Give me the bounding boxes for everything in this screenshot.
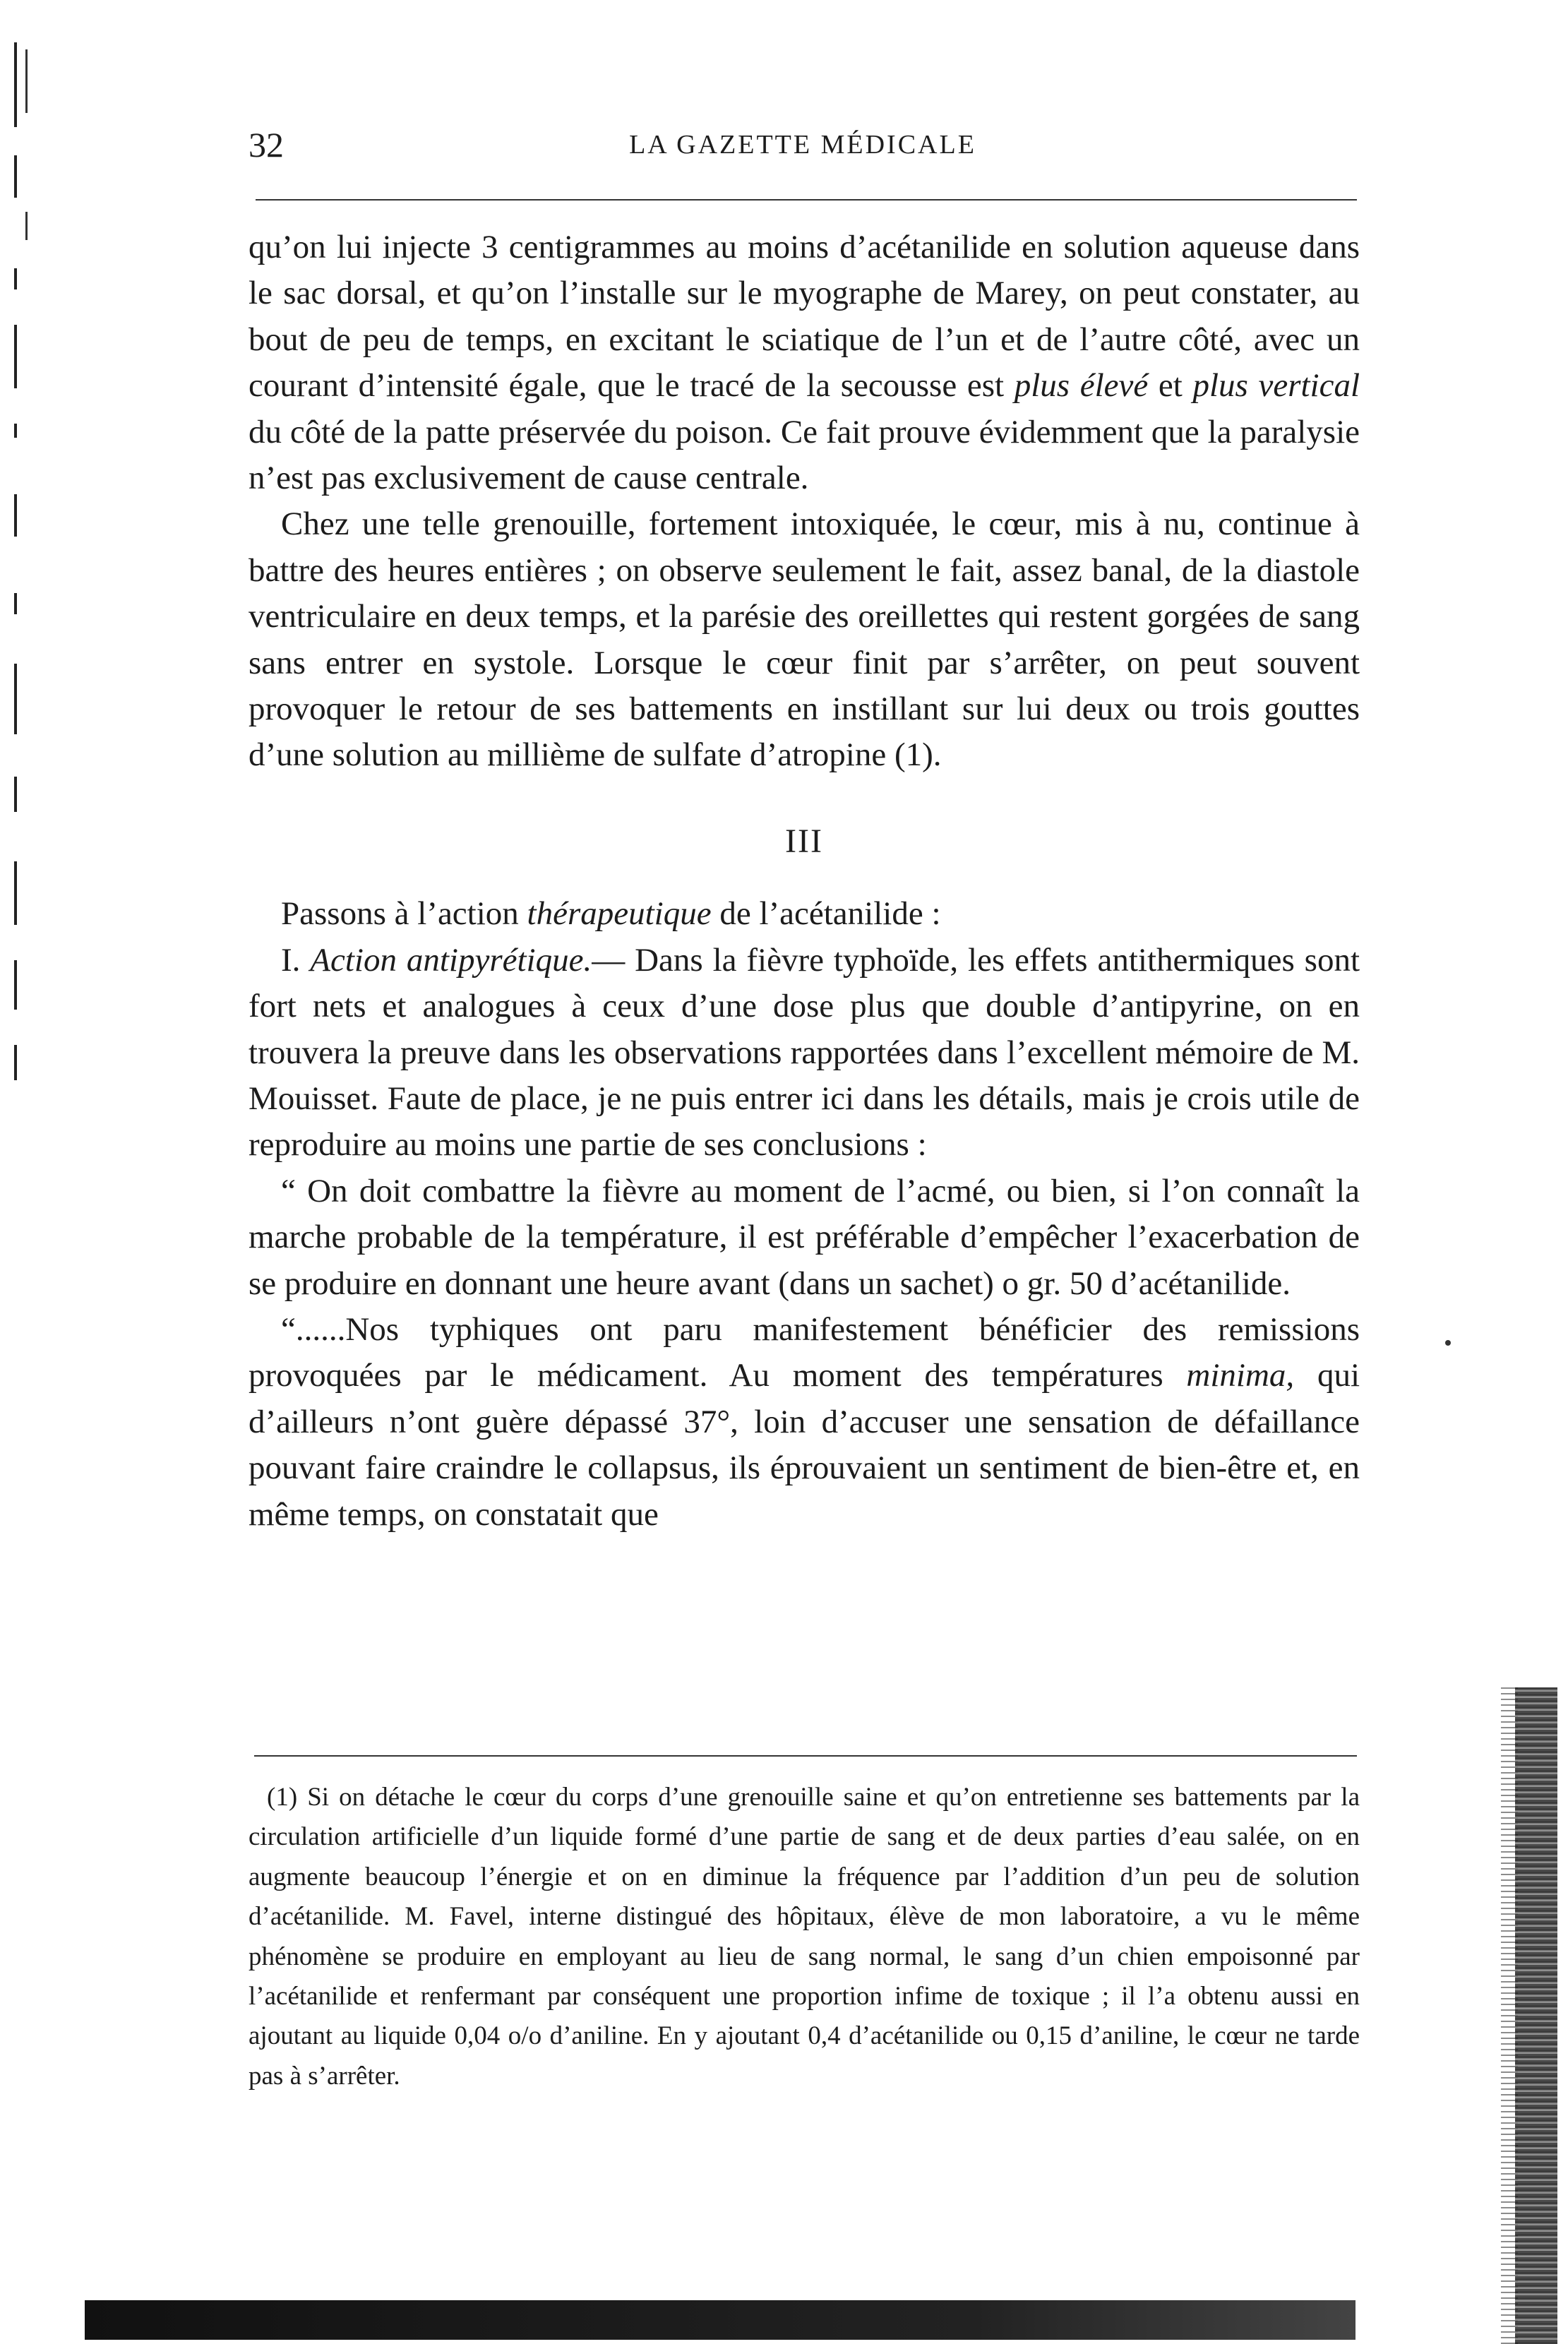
header-rule <box>256 199 1357 201</box>
left-scan-edge <box>0 42 35 1101</box>
right-scan-edge <box>1515 1687 1557 2344</box>
body-text <box>249 225 1360 1538</box>
emphasis-plus-eleve: plus élevé <box>1014 367 1149 405</box>
paragraph-4: I. Action antipyrétique.— Dans la fièvre typhoïde, les effets antithermiques sont fort nets et analogues à ceux d’une dose plus que double d’antipyrine, on en trouvera la preuve dans les observations rapportées dans l’excellent mémoire de M. Mouisset. Faute de place, je ne puis entrer ici dans les détails, mais je crois utile de reproduire au moins une partie de ses conclusions : <box>249 941 1360 1164</box>
paragraph-5: “ On doit combattre la fièvre au moment de l’acmé, ou bien, si l’on connaît la marche probable de la température, il est préférable d’empêcher l’exacerbation de se produire en donnant une heure avant (dans un sachet) o gr. 50 d’acétanilide. <box>249 1172 1360 1302</box>
page-header <box>249 120 1357 169</box>
emphasis-action-antipyretique: Action antipyrétique. <box>310 941 592 979</box>
section-heading: III <box>785 822 823 860</box>
stray-mark <box>1445 1340 1451 1346</box>
bottom-scan-bar <box>85 2300 1355 2340</box>
paragraph-6: “......Nos typhiques ont paru manifestement bénéficier des remissions provoquées par le médicament. Au moment des températures minima, qui d’ailleurs n’ont guère dépassé 37°, loin d’accuser une sensation de défaillance pouvant faire craindre le collapsus, ils éprouvaient un sentiment de bien-être et, en même temps, on constatait que <box>249 1310 1360 1533</box>
footnotes <box>249 1778 1360 2096</box>
emphasis-plus-vertical: plus vertical <box>1192 367 1360 405</box>
emphasis-therapeutique: thérapeutique <box>527 895 712 933</box>
paragraph-2: Chez une telle grenouille, fortement intoxiquée, le cœur, mis à nu, continue à battre des heures entières ; on observe seulement le fait, assez banal, de la diastole ventriculaire en deux temps, et la parésie des oreillettes qui restent gorgées de sang sans entrer en systole. Lorsque le cœur finit par s’arrêter, on peut souvent provoquer le retour de ses battements en instillant sur lui deux ou trois gouttes d’une solution au millième de sulfate d’atropine (1). <box>249 506 1360 774</box>
page-number: 32 <box>249 125 284 165</box>
running-title: LA GAZETTE MÉDICALE <box>629 130 976 160</box>
footnote-rule <box>254 1755 1357 1757</box>
footnote-1: (1) Si on détache le cœur du corps d’une grenouille saine et qu’on entretienne ses battements par la circulation artificielle d’un liquide formé d’une partie de sang et de deux parties d’eau salée, on en augmente beaucoup l’énergie et on en diminue la fréquence par l’addition d’un peu de solution d’acétanilide. M. Favel, interne distingué des hôpitaux, élève de mon laboratoire, a vu le même phénomène se produire en employant au lieu de sang normal, le sang d’un chien empoisonné par l’acétanilide et renfermant par conséquent une proportion infime de toxique ; il l’a obtenu aussi en ajoutant au liquide 0,04 o/o d’aniline. En y ajoutant 0,4 d’acétanilide ou 0,15 d’aniline, le cœur ne tarde pas à s’arrêter. <box>249 1783 1360 2091</box>
paragraph-3: Passons à l’action thérapeutique de l’acétanilide : <box>281 895 941 933</box>
emphasis-minima: minima, <box>1186 1357 1295 1394</box>
paragraph-1: qu’on lui injecte 3 centigrammes au moins d’acétanilide en solution aqueuse dans le sac dorsal, et qu’on l’installe sur le myographe de Marey, on peut constater, au bout de peu de temps, en excitant le sciatique de l’un et de l’autre côté, avec un courant d’intensité égale, que le tracé de la secousse est plus élevé et plus vertical du côté de la patte préservée du poison. Ce fait prouve évidemment que la paralysie n’est pas exclusivement de cause centrale. <box>249 229 1360 497</box>
